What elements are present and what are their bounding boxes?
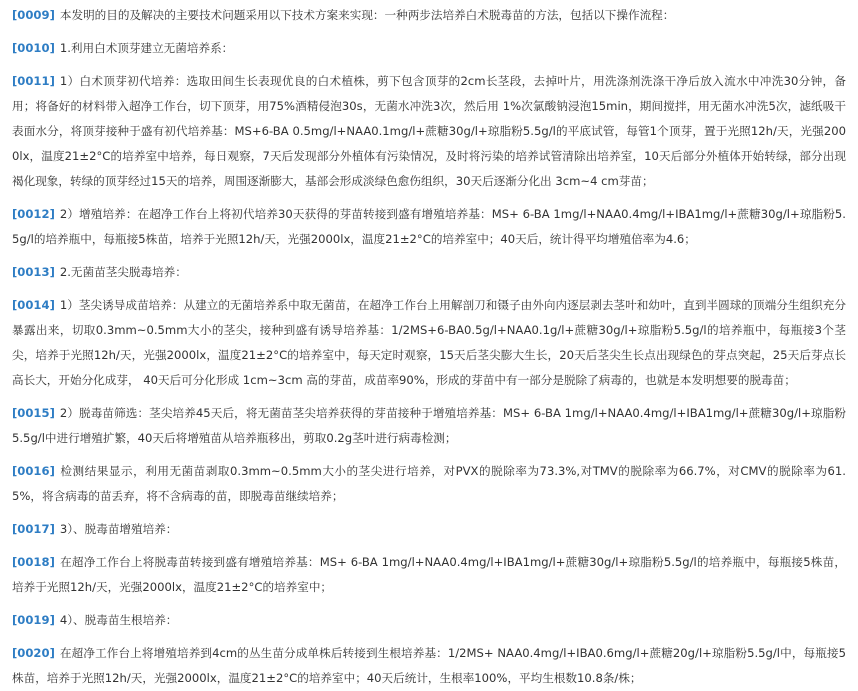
paragraph-0009 bbox=[12, 3, 846, 28]
paragraph-text: 1）茎尖诱导成苗培养：从建立的无菌培养系中取无菌苗，在超净工作台上用解剖刀和镊子由外向内逐层剥去茎叶和幼叶，直到半圆球的顶端分生组织充分暴露出来，切取0.3mm~0.5mm大小的茎尖，接种到盛有诱导培养基：1/2MS+6-BA0.5g/l+NAA0.1g/l+蔗糖30g/l+琼脂粉5.5g/l的培养瓶中，每瓶接3个茎尖，培养于光照12h/天，光强2000lx，温度21±2°C的培养室中，每天定时观察，15天后茎尖膨大生长，20天后茎尖生长点出现绿色的芽点突起，25天后芽点长高长大，开始分化成芽， 40天后可分化形成 1cm~3cm 高的芽苗，成苗率90%，形成的芽苗中有一部分是脱除了病毒的，也就是本发明想要的脱毒苗； bbox=[12, 298, 846, 387]
paragraph-text: 1）白术顶芽初代培养：选取田间生长表现优良的白术植株，剪下包含顶芽的2cm长茎段，去掉叶片，用洗涤剂洗涤干净后放入流水中冲洗30分钟，备用；将备好的材料带入超净工作台，切下顶芽，用75%酒精侵泡30s，无菌水冲洗3次，然后用 1%次氯酸钠浸泡15min，期间搅拌，用无菌水冲洗5次，滤纸吸干表面水分，将顶芽接种于盛有初代培养基：MS+6-BA 0.5mg/l+NAA0.1mg/l+蔗糖30g/l+琼脂粉5.5g/l的平底试管，每管1个顶芽，置于光照12h/天，光强2000lx，温度21±2°C的培养室中培养，每日观察，7天后发现部分外植体有污染情况，及时将污染的培养试管清除出培养室，10天后部分外植体开始转绿，部分出现褐化现象，转绿的顶芽经过15天的培养，周围逐渐膨大，基部会形成淡绿色愈伤组织，30天后逐渐分化出 3cm~4 cm芽苗； bbox=[12, 74, 846, 188]
paragraph-text: 在超净工作台上将增殖培养到4cm的丛生苗分成单株后转接到生根培养基：1/2MS+ NAA0.4mg/l+IBA0.6mg/l+蔗糖20g/l+琼脂粉5.5g/l中，每瓶接5株苗，培养于光照12h/天，光强2000lx，温度21±2°C的培养室中；40天后统计，生根率100%，平均生根数10.8条/株； bbox=[12, 646, 846, 685]
paragraph-number: [0012] bbox=[12, 207, 55, 221]
paragraph-number: [0013] bbox=[12, 265, 55, 279]
paragraph-number: [0010] bbox=[12, 41, 55, 55]
paragraph-0017 bbox=[12, 517, 846, 542]
paragraph-number: [0011] bbox=[12, 74, 55, 88]
paragraph-text: 3）、脱毒苗增殖培养： bbox=[59, 522, 178, 536]
paragraph-number: [0016] bbox=[12, 464, 55, 478]
paragraph-number: [0014] bbox=[12, 298, 55, 312]
paragraph-text: 2）增殖培养：在超净工作台上将初代培养30天获得的芽苗转接到盛有增殖培养基：MS+ 6-BA 1mg/l+NAA0.4mg/l+IBA1mg/l+蔗糖30g/l+琼脂粉5.5g/l的培养瓶中，每瓶接5株苗，培养于光照12h/天，光强2000lx，温度21±2°C的培养室中；40天后，统计得平均增殖倍率为4.6； bbox=[12, 207, 846, 246]
paragraph-text: 本发明的目的及解决的主要技术问题采用以下技术方案来实现：一种两步法培养白术脱毒苗的方法，包括以下操作流程： bbox=[59, 8, 675, 22]
paragraph-0015 bbox=[12, 401, 846, 451]
paragraph-number: [0017] bbox=[12, 522, 55, 536]
paragraph-number: [0020] bbox=[12, 646, 55, 660]
paragraph-text: 4）、脱毒苗生根培养： bbox=[59, 613, 178, 627]
paragraph-text: 1.利用白术顶芽建立无菌培养系： bbox=[59, 41, 234, 55]
paragraph-text: 检测结果显示，利用无菌苗剥取0.3mm~0.5mm大小的茎尖进行培养，对PVX的脱除率为73.3%,对TMV的脱除率为66.7%，对CMV的脱除率为61.5%，将含病毒的苗丢弃，将不含病毒的苗，即脱毒苗继续培养； bbox=[12, 464, 846, 503]
paragraph-text: 在超净工作台上将脱毒苗转接到盛有增殖培养基：MS+ 6-BA 1mg/l+NAA0.4mg/l+IBA1mg/l+蔗糖30g/l+琼脂粉5.5g/l的培养瓶中，每瓶接5株苗，培养于光照12h/天，光强2000lx，温度21±2°C的培养室中； bbox=[12, 555, 846, 594]
paragraph-number: [0018] bbox=[12, 555, 55, 569]
paragraph-0011 bbox=[12, 69, 846, 194]
paragraph-number: [0015] bbox=[12, 406, 55, 420]
paragraph-0018 bbox=[12, 550, 846, 600]
paragraph-0020 bbox=[12, 641, 846, 691]
paragraph-0013 bbox=[12, 260, 846, 285]
paragraph-number: [0019] bbox=[12, 613, 55, 627]
paragraph-number: [0009] bbox=[12, 8, 55, 22]
paragraph-0014 bbox=[12, 293, 846, 393]
paragraph-0019 bbox=[12, 608, 846, 633]
paragraph-0012 bbox=[12, 202, 846, 252]
paragraph-0010 bbox=[12, 36, 846, 61]
paragraph-text: 2.无菌苗茎尖脱毒培养： bbox=[59, 265, 187, 279]
paragraph-text: 2）脱毒苗筛选：茎尖培养45天后，将无菌苗茎尖培养获得的芽苗接种于增殖培养基：MS+ 6-BA 1mg/l+NAA0.4mg/l+IBA1mg/l+蔗糖30g/l+琼脂粉5.5g/l中进行增殖扩繁，40天后将增殖苗从培养瓶移出，剪取0.2g茎叶进行病毒检测； bbox=[12, 406, 846, 445]
paragraph-0016 bbox=[12, 459, 846, 509]
